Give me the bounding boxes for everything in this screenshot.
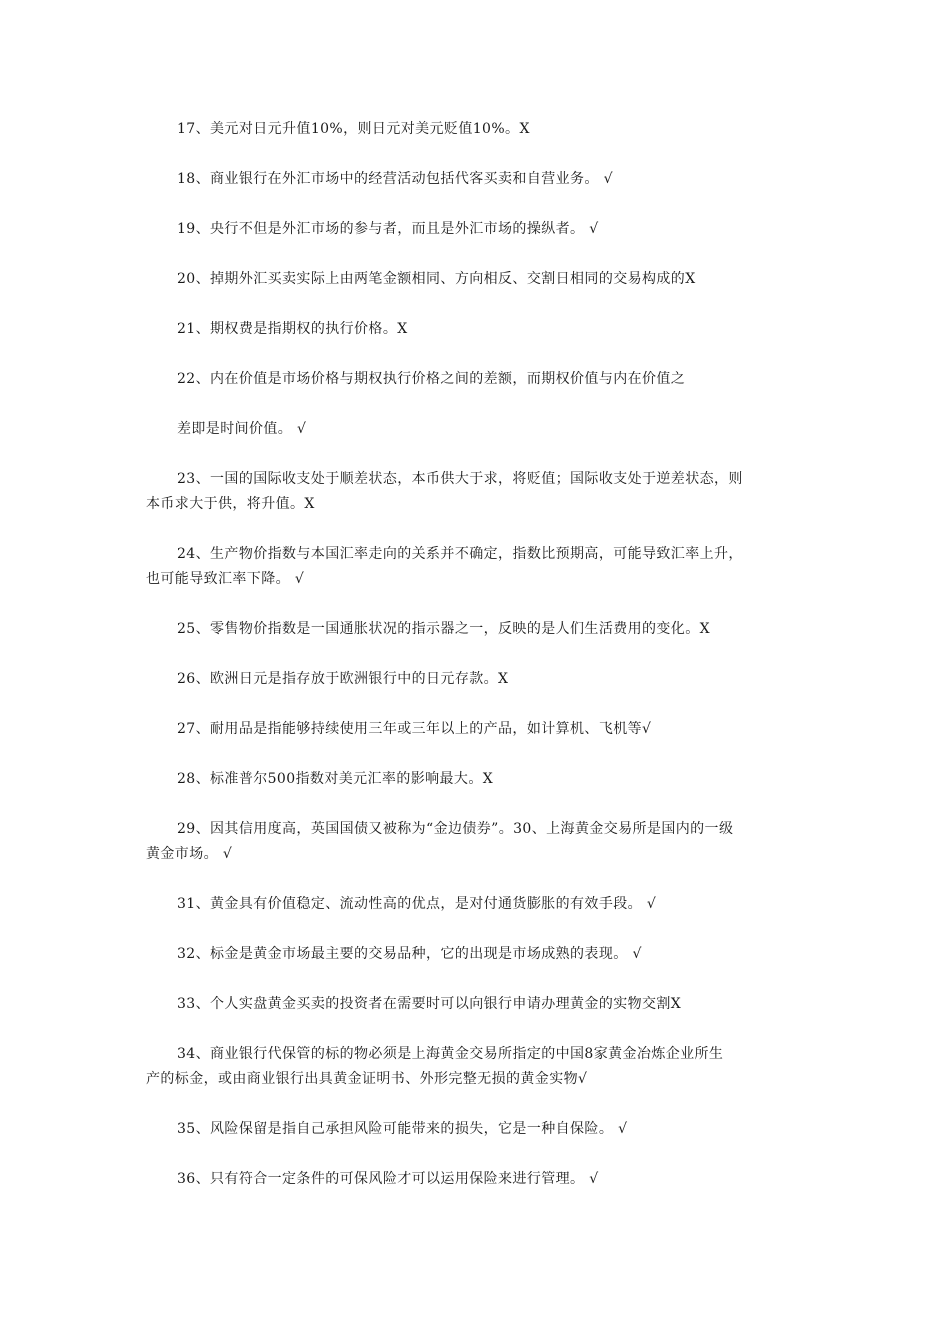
item-33: 33、个人实盘黄金买卖的投资者在需要时可以向银行申请办理黄金的实物交割X xyxy=(177,996,682,1012)
item-34: 34、商业银行代保管的标的物必须是上海黄金交易所指定的中国8家黄金冶炼企业所生 xyxy=(177,1046,724,1062)
item-29-cont: 黄金市场。 √ xyxy=(146,846,233,862)
item-36: 36、只有符合一定条件的可保风险才可以运用保险来进行管理。 √ xyxy=(177,1171,599,1187)
item-17: 17、美元对日元升值10%，则日元对美元贬值10%。X xyxy=(177,121,530,137)
item-34-cont: 产的标金，或由商业银行出具黄金证明书、外形完整无损的黄金实物√ xyxy=(146,1071,588,1087)
item-23-cont: 本币求大于供，将升值。X xyxy=(146,496,315,512)
item-26: 26、欧洲日元是指存放于欧洲银行中的日元存款。X xyxy=(177,671,509,687)
item-25: 25、零售物价指数是一国通胀状况的指示器之一，反映的是人们生活费用的变化。X xyxy=(177,621,710,637)
item-22-cont: 差即是时间价值。 √ xyxy=(177,421,307,437)
item-24: 24、生产物价指数与本国汇率走向的关系并不确定，指数比预期高，可能导致汇率上升， xyxy=(177,546,743,562)
item-32: 32、标金是黄金市场最主要的交易品种，它的出现是市场成熟的表现。 √ xyxy=(177,946,642,962)
item-21: 21、期权费是指期权的执行价格。X xyxy=(177,321,408,337)
item-22: 22、内在价值是市场价格与期权执行价格之间的差额，而期权价值与内在价值之 xyxy=(177,371,686,387)
item-19: 19、央行不但是外汇市场的参与者，而且是外汇市场的操纵者。 √ xyxy=(177,221,599,237)
item-35: 35、风险保留是指自己承担风险可能带来的损失，它是一种自保险。 √ xyxy=(177,1121,628,1137)
item-31: 31、黄金具有价值稳定、流动性高的优点，是对付通货膨胀的有效手段。 √ xyxy=(177,896,657,912)
item-18: 18、商业银行在外汇市场中的经营活动包括代客买卖和自营业务。 √ xyxy=(177,171,613,187)
item-28: 28、标准普尔500指数对美元汇率的影响最大。X xyxy=(177,771,494,787)
item-23: 23、一国的国际收支处于顺差状态，本币供大于求，将贬值；国际收支处于逆差状态，则 xyxy=(177,471,743,487)
item-27: 27、耐用品是指能够持续使用三年或三年以上的产品，如计算机、飞机等√ xyxy=(177,721,652,737)
item-29: 29、因其信用度高，英国国债又被称为“金边债券”。30、上海黄金交易所是国内的一级 xyxy=(177,821,734,837)
item-20: 20、掉期外汇买卖实际上由两笔金额相同、方向相反、交割日相同的交易构成的X xyxy=(177,271,696,287)
item-24-cont: 也可能导致汇率下降。 √ xyxy=(146,571,305,587)
